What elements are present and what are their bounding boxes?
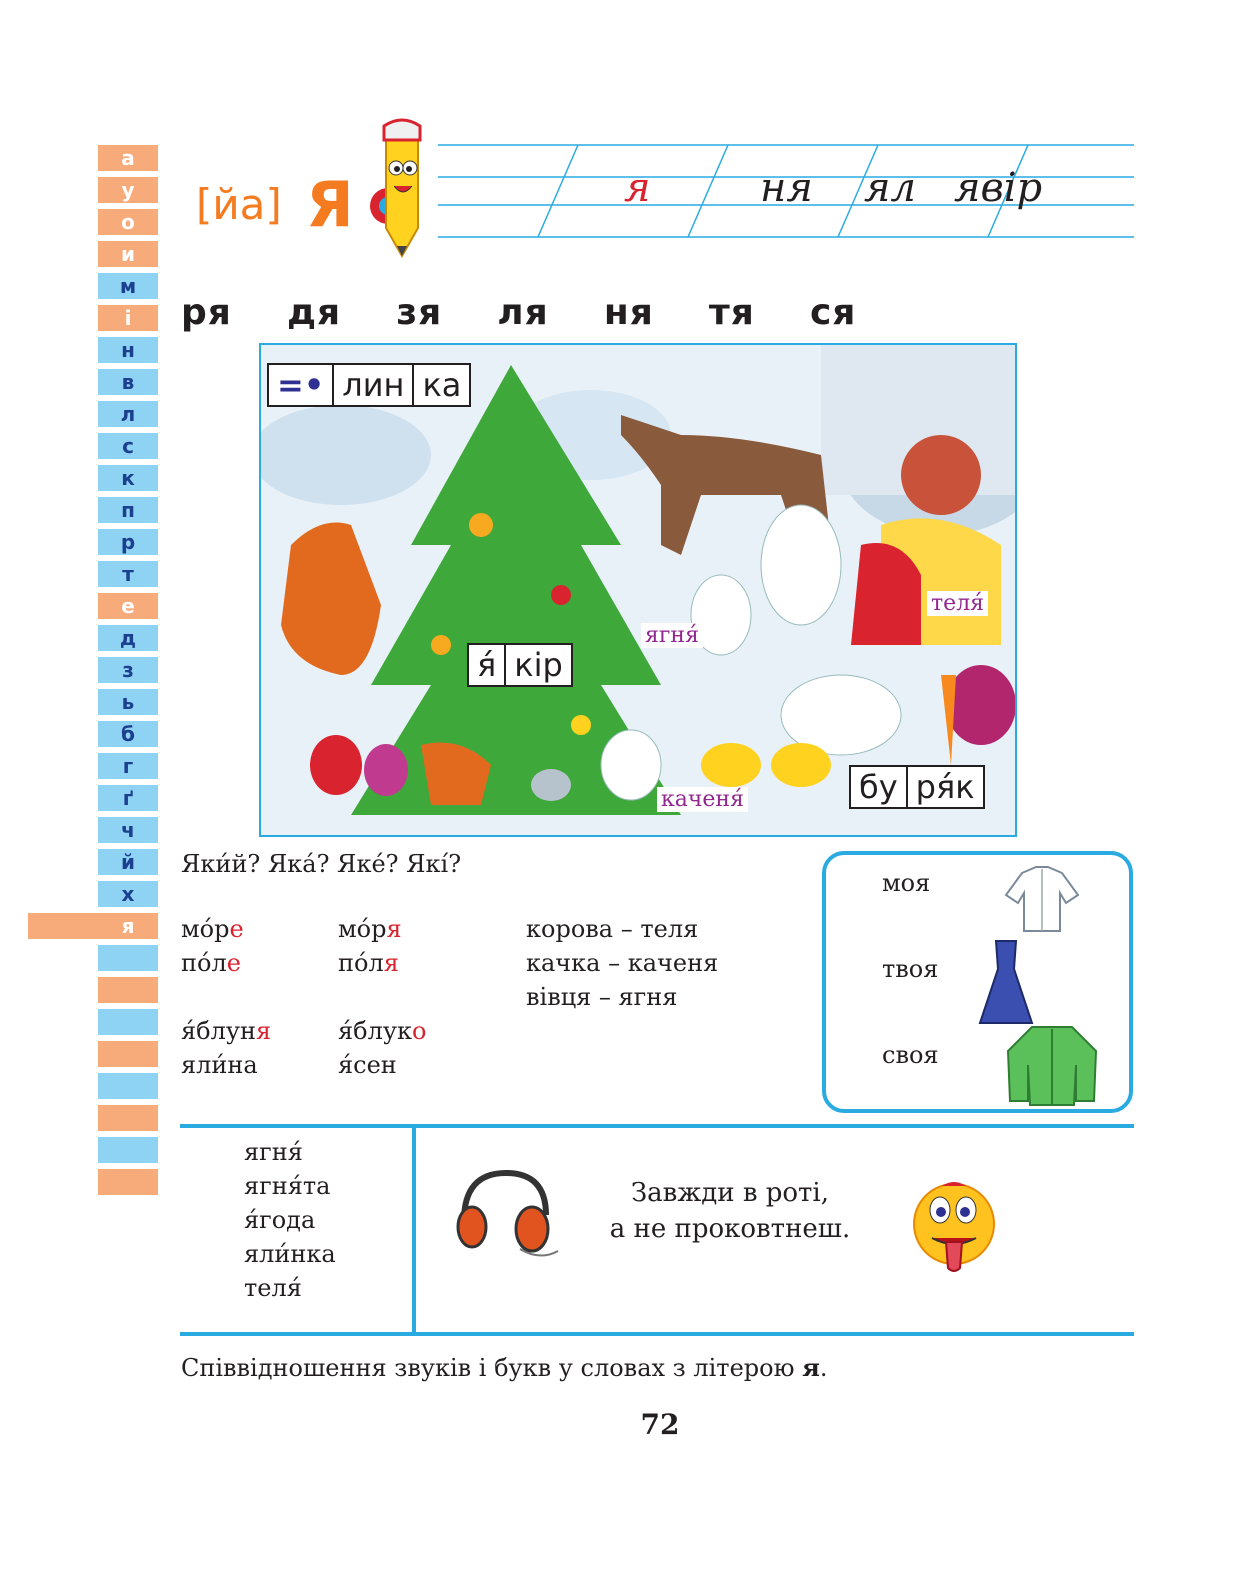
syllable-row: ря дя зя ля ня тя ся <box>181 292 857 333</box>
alphabet-cell: б <box>98 721 158 747</box>
alphabet-cell: ґ <box>98 785 158 811</box>
big-letter: Я <box>306 168 354 241</box>
word-item <box>338 1048 426 1082</box>
questions: Яки́й? Яка́? Яке́? Які́? <box>181 850 462 878</box>
word-item <box>181 980 271 1014</box>
divider-top <box>180 1124 1134 1128</box>
alphabet-cell: с <box>98 433 158 459</box>
possessive-box <box>822 851 1133 1113</box>
page-number: 72 <box>640 1408 680 1441</box>
list-item: ягня́ <box>244 1138 303 1166</box>
word-ending: о <box>411 1017 427 1045</box>
sound-transcription: [йа] <box>196 180 282 229</box>
shirt-icon <box>1002 865 1082 935</box>
word-item <box>338 1014 426 1048</box>
writing-sample-3: ял <box>864 165 916 211</box>
word-stem: я́сен <box>338 1051 397 1079</box>
winter-illustration <box>259 343 1017 837</box>
scheme-syllable-1: лин <box>332 365 412 405</box>
list-item: теля́ <box>244 1274 302 1302</box>
scheme-syllable-2: ка <box>412 365 469 405</box>
scheme-syllable-2: ря́к <box>906 767 983 807</box>
word-ending: я <box>383 949 399 977</box>
alphabet-cell <box>98 1137 158 1163</box>
possessive-word: моя <box>882 869 931 897</box>
alphabet-cell: д <box>98 625 158 651</box>
word-scheme-box-1 <box>267 363 471 407</box>
word-stem: по́л <box>181 949 227 977</box>
word-stem: я́блун <box>181 1017 256 1045</box>
riddle-line-1: Завжди в роті, <box>630 1178 830 1208</box>
jacket-icon <box>1002 1021 1102 1107</box>
headphones-icon <box>450 1165 560 1265</box>
alphabet-cell: е <box>98 593 158 619</box>
alphabet-cell: й <box>98 849 158 875</box>
word-stem: мо́р <box>338 915 387 943</box>
alphabet-cell: ь <box>98 689 158 715</box>
alphabet-cell: т <box>98 561 158 587</box>
alphabet-cell: а <box>98 145 158 171</box>
possessive-word: своя <box>882 1041 939 1069</box>
alphabet-cell <box>98 1169 158 1195</box>
alphabet-cell: я <box>28 913 158 939</box>
alphabet-cell <box>98 1041 158 1067</box>
alphabet-cell: в <box>98 369 158 395</box>
divider-bottom <box>180 1332 1134 1336</box>
word-item <box>181 946 271 980</box>
word-stem: яли́на <box>181 1051 258 1079</box>
footer-bold-letter: я <box>802 1353 820 1382</box>
word-item <box>338 980 426 1014</box>
word-item <box>181 1014 271 1048</box>
scheme-syllable-1: я́ <box>477 646 497 684</box>
word-item <box>181 912 271 946</box>
word-ending: е <box>226 949 241 977</box>
alphabet-cell: у <box>98 177 158 203</box>
divider-vertical <box>412 1124 416 1336</box>
alphabet-cell <box>98 1009 158 1035</box>
footer-caption <box>181 1353 828 1382</box>
list-item: яли́нка <box>244 1240 336 1268</box>
handwriting-lines <box>438 143 1134 239</box>
alphabet-cell <box>98 1105 158 1131</box>
alphabet-cell: х <box>98 881 158 907</box>
word-ending: я <box>386 915 402 943</box>
word-ending: е <box>229 915 244 943</box>
word-scheme-box-3 <box>849 765 985 809</box>
alphabet-cell: и <box>98 241 158 267</box>
pencil-mascot-icon <box>366 118 436 260</box>
riddle-line-2: а не проковтнеш. <box>609 1214 851 1244</box>
label-calf: теля́ <box>927 591 988 616</box>
alphabet-cell: к <box>98 465 158 491</box>
alphabet-cell: л <box>98 401 158 427</box>
alphabet-cell: м <box>98 273 158 299</box>
writing-sample-4: явір <box>954 165 1043 211</box>
word-stem: мо́р <box>181 915 230 943</box>
word-item <box>338 946 426 980</box>
alphabet-cell: н <box>98 337 158 363</box>
label-lamb: ягня́ <box>641 623 703 648</box>
scheme-syllable-2: кір <box>504 645 571 685</box>
alphabet-cell: ч <box>98 817 158 843</box>
riddle <box>590 1175 870 1247</box>
list-item: я́года <box>244 1206 316 1234</box>
alphabet-cell: з <box>98 657 158 683</box>
dress-icon <box>976 939 1036 1027</box>
alphabet-cell <box>98 977 158 1003</box>
word-pair: вівця – ягня <box>526 983 678 1011</box>
alphabet-cell: р <box>98 529 158 555</box>
writing-sample-2: ня <box>760 165 813 211</box>
word-item <box>338 912 426 946</box>
alphabet-strip <box>98 145 158 1201</box>
list-item: ягня́та <box>244 1172 331 1200</box>
footer-text: Співвідношення звуків і букв у словах з літерою <box>181 1354 803 1382</box>
alphabet-cell <box>98 945 158 971</box>
word-list <box>244 1135 336 1305</box>
tongue-emoji-icon <box>908 1180 1000 1276</box>
label-duckling: каченя́ <box>657 787 748 812</box>
word-column-3 <box>526 912 718 1014</box>
scheme-syllable-1: бу <box>859 768 898 806</box>
writing-sample-1: я <box>624 165 651 211</box>
alphabet-cell <box>98 1073 158 1099</box>
word-pair: качка – каченя <box>526 949 719 977</box>
alphabet-cell: і <box>98 305 158 331</box>
illustration-art <box>261 345 1017 837</box>
possessive-word: твоя <box>882 955 939 983</box>
alphabet-cell: п <box>98 497 158 523</box>
word-ending: я <box>255 1017 272 1045</box>
alphabet-cell: г <box>98 753 158 779</box>
word-scheme-box-2 <box>467 643 573 687</box>
scheme-sign: =• <box>277 366 325 404</box>
word-pair: корова – теля <box>526 915 699 943</box>
word-column-2 <box>338 912 426 1082</box>
word-column-1 <box>181 912 271 1082</box>
footer-end: . <box>819 1354 828 1382</box>
word-stem: по́л <box>338 949 384 977</box>
alphabet-cell: о <box>98 209 158 235</box>
word-stem: я́блук <box>338 1017 412 1045</box>
word-item <box>181 1048 271 1082</box>
